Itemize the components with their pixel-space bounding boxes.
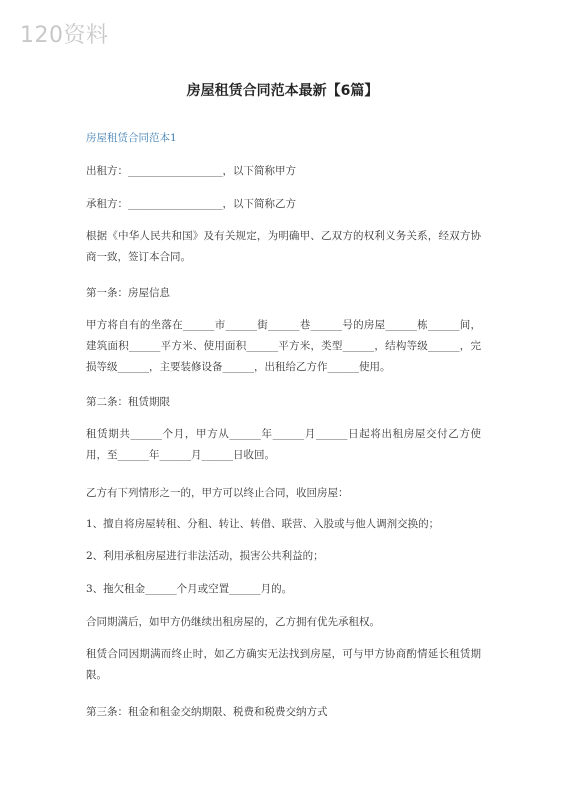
lessee-line: 承租方：__________________，以下简称乙方: [86, 198, 296, 210]
termination-intro: 乙方有下列情形之一的，甲方可以终止合同，收回房屋：: [86, 487, 349, 499]
section-subtitle: 房屋租赁合同范本1: [86, 132, 177, 144]
article-3-heading: 第三条：租金和租金交纳期限、税费和税费交纳方式: [86, 706, 328, 718]
extension-clause: 租赁合同因期满而终止时，如乙方确实无法找到房屋，可与甲方协商酌情延长租赁期限。: [86, 648, 481, 681]
article-1-heading: 第一条：房屋信息: [86, 287, 170, 299]
priority-clause: 合同期满后，如甲方仍继续出租房屋的，乙方拥有优先承租权。: [86, 616, 380, 628]
article-2-body: 租赁期共______个月，甲方从______年______月______日起将出租房屋交付乙方使用，至______年______月______日收回。: [86, 428, 481, 461]
termination-item-2: 2、利用承租房屋进行非法活动，损害公共利益的；: [86, 550, 324, 562]
watermark-logo: 120资料: [20, 23, 109, 48]
intro-paragraph: 根据《中华人民共和国》及有关规定，为明确甲、乙双方的权利义务关系，经双方协商一致，签订本合同。: [86, 230, 481, 263]
article-1-body: 甲方将自有的坐落在______市______街______巷______号的房屋______栋______间，建筑面积______平方米、使用面积______平方米，类型______，结构等级______，完损等级______，主要装修设备______，出租给乙方作______使用。: [86, 319, 481, 373]
termination-item-3: 3、拖欠租金______个月或空置______月的。: [86, 583, 293, 595]
document-title: 房屋租赁合同范本最新【6篇】: [186, 83, 379, 99]
article-2-heading: 第二条：租赁期限: [86, 396, 170, 408]
lessor-line: 出租方：__________________，以下简称甲方: [86, 165, 296, 177]
termination-item-1: 1、擅自将房屋转租、分租、转让、转借、联营、入股或与他人调剂交换的；: [86, 518, 440, 530]
